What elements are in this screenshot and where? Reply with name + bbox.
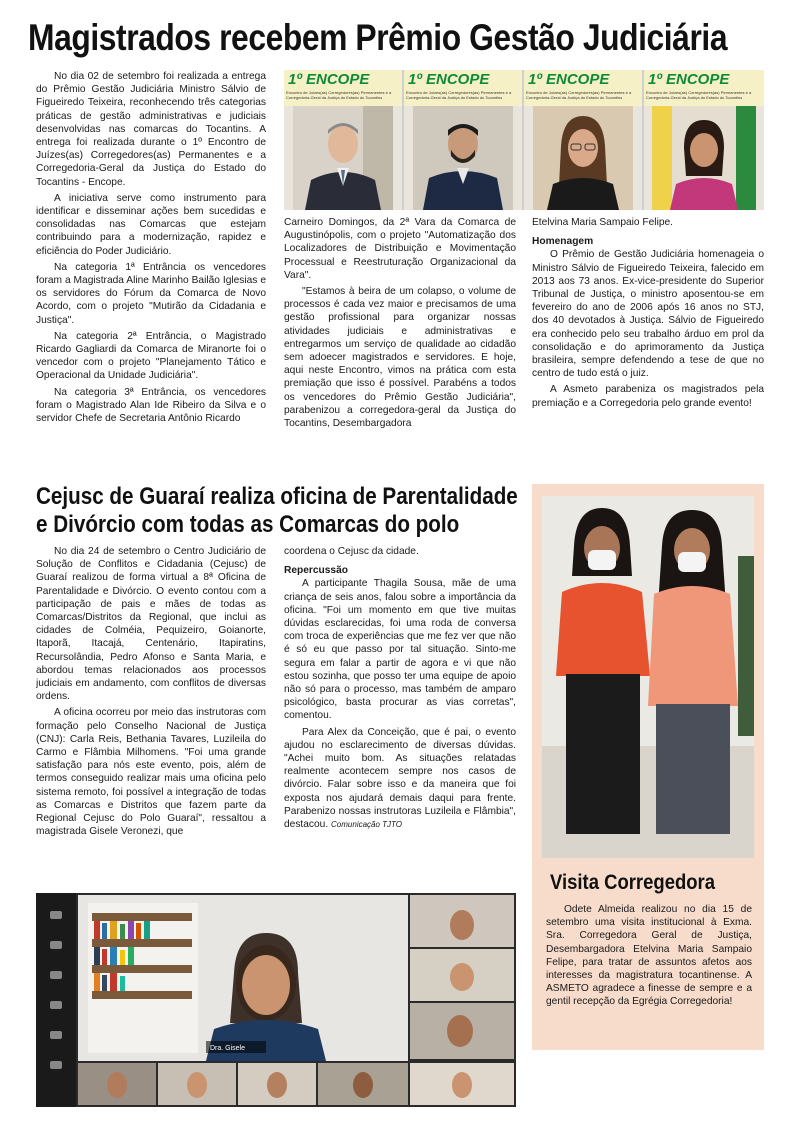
article1-paragraph-continued: Etelvina Maria Sampaio Felipe. [532,217,673,228]
article1-paragraph: Na categoria 3ª Entrância, os vencedores foram o Magistrado Alan Ide Ribeiro da Silva e o servidor Chefe de Secretaria Antônio Ricardo [36,386,266,425]
man-in-suit-figure [293,106,393,210]
video-tile: 1º ENCOPE Encontro de Juízes(as) Corregedores(as) Permanentes e a Corregedoria-Geral da Justiça do Estado do Tocantins [404,70,522,210]
article1-paragraph: A Asmeto parabeniza os magistrados pela premiação e a Corregedoria pelo grande evento! [532,384,764,409]
article2-column-1 [36,545,266,887]
svg-text:Dra. Gisele: Dra. Gisele [210,1045,246,1052]
article1-column-3 [532,216,764,474]
article2-paragraph: A participante Thagila Sousa, mãe de uma criança de seis anos, falou sobre a importância da oficina. "Foi um momento em que tive muitas dúvidas esclarecidas, foi uma roda de conversa com troca de experiências que me fez ver que não é só eu que passo por tal situação. Sinto-me segura em falar a partir de agora e vi que não estou sozinha, que posso ter uma equipe de apoio não só para o processo, mas também de amparo psicológico, basta procurar as vias corretas", comentou. [284,578,516,722]
article-headline-premio: Magistrados recebem Prêmio Gestão Judiciária [28,17,728,58]
article1-column-2 [284,216,516,474]
article1-paragraph-continued: Carneiro Domingos, da 2ª Vara da Comarca de Augustinópolis, com o projeto "Automatização dos Localizadores de Distribuição e Movimentação Processual e Reestruturação Organizacional da Vara". [284,217,516,281]
article1-paragraph: Na categoria 2ª Entrância, o Magistrado Ricardo Gagliardi da Comarca de Miranorte foi o vencedor com o projeto "Planejamento Tático e Operacional da Unidade Judiciária". [36,330,266,382]
article1-subhead: Homenagem [532,236,594,248]
article1-paragraph: Na categoria 1ª Entrância os vencedores foram a Magistrada Aline Marinho Bailão Iglesias e os servidores do Fórum da Comarca de Novo Acordo, com o projeto "Mutirão da Cidadania e Justiça". [36,261,266,326]
article2-subhead: Repercussão [284,565,348,577]
video-tile: 1º ENCOPE Encontro de Juízes(as) Corregedores(as) Permanentes e a Corregedoria-Geral da Justiça do Estado do Tocantins [284,70,402,210]
article1-paragraph: "Estamos à beira de um colapso, o volume de processos é cada vez maior e precisamos de uma gestão profissional para organizar nossas atividades judiciais e administrativas e entregarmos um serviço de qualidade ao cidadão sem adoecer magistrados e servidores. E hoje, aqui neste Encontro, vimos na prática com esta premiação que isso é possível. Parabéns a todos os vencedores do Prêmio Gestão Judiciária", parabenizou a corregedora-geral da Justiça do Tocantins, Desembargadora [284,286,516,430]
woman-with-glasses-figure [533,106,633,210]
online-meeting-screenshot [36,893,516,1107]
article1-paragraph: A iniciativa serve como instrumento para identificar e disseminar ações bem sucedidas e consolidadas nas Comarcas que estejam contribuindo para a modernização, rapidez e eficiência do Poder Judiciário. [36,192,266,257]
article-headline-cejusc [36,483,518,539]
video-tile: 1º ENCOPE Encontro de Juízes(as) Corregedores(as) Permanentes e a Corregedoria-Geral da Justiça do Estado do Tocantins [524,70,642,210]
two-women-photo [542,496,754,858]
woman-with-flags-figure [652,106,756,210]
man-with-beard-figure [413,106,513,210]
article2-paragraph: No dia 24 de setembro o Centro Judiciário de Solução de Conflitos e Cidadania (Cejusc) de Guaraí realizou de forma virtual a 8ª Oficina de Parentalidade e Divórcio. O evento contou com a participação de pais e mães de todas as Comarcas/Distritos da Regional, que inclui as cidades de Colméia, Pequizeiro, Goianorte, Itaporã, Itacajá, Centenário, Itapiratins, Recursolândia, Pedro Afonso e Santa Maria, e abordou temas relacionados aos processos judiciais em andamento, com conflitos de diversas ordens. [36,546,266,703]
article3-paragraph: Odete Almeida realizou no dia 15 de setembro uma visita institucional à Exma. Sra. Corregedora Geral de Justiça, Desembargadora Etelvina Maria Sampaio Felipe, para tratar de assuntos afetos aos interesses da magistratura tocantinense. A ASMETO agradece a finesse de sempre e a gentil recepção da Egrégia Corregedoria! [546,904,752,1008]
photo-credit: Comunicação TJTO [331,820,403,830]
headline-line: e Divórcio com todas as Comarcas do polo [36,511,460,538]
article1-column-1 [36,70,266,474]
article-headline-visita: Visita Corregedora [550,871,716,894]
article2-paragraph-continued: coordena o Cejusc da cidade. [284,546,419,557]
headline-line: Cejusc de Guaraí realiza oficina de Parentalidade [36,483,518,510]
encope-videoconference-photo [284,70,764,210]
article2-paragraph: A oficina ocorreu por meio das instrutoras com formação pelo Conselho Nacional de Justiça (CNJ): Carla Reis, Bethania Tavares, Luzileila do Carmo e Flâmbia Milhomens. "Foi uma grande satisfação para nós este evento, pois, além de termos conseguido realizar mais uma oficina pelo sistema remoto, foi possível a integração de todas as Comarcas e Distritos que fazem parte da Regional Cejusc do Polo Guaraí", ressaltou a magistrada Gisele Veronezi, que [36,707,266,838]
article1-paragraph: No dia 02 de setembro foi realizada a entrega do Prêmio Gestão Judiciária Ministro Sálvio de Figueiredo Teixeira, reconhecendo três categorias práticas de gestão administrativas e judiciais desenvolvidas nas comarcas do Tocantins. A entrega foi realizada durante o 1º Encontro de Juízes(as) Corregedores(as) Permanentes e a Corregedoria-Geral da Justiça do Estado do Tocantins - Encope. [36,71,266,188]
visit-photo [542,496,754,858]
article2-paragraph: Para Alex da Conceição, que é pai, o evento ajudou no esclarecimento de diversas dúvidas. "Achei muito bom. As situações relatadas realmente acontecem sempre nos casos de divórcio. Falar sobre isso e da maneira que foi exposta nos ajudará demais daqui para frente. Parabenizo nossas instrutoras Luzileila e Flâmbia", destacou. Comunicação TJTO [284,726,516,831]
meeting-grid-image [36,893,516,1107]
video-tile: 1º ENCOPE Encontro de Juízes(as) Corregedores(as) Permanentes e a Corregedoria-Geral da Justiça do Estado do Tocantins [644,70,764,210]
article2-column-2 [284,545,516,887]
article3-body [546,903,752,1043]
article1-paragraph: O Prêmio de Gestão Judiciária homenageia o Ministro Sálvio de Figueiredo Teixeira, falecido em 2013 aos 73 anos. Ex-vice-presidente do Superior Tribunal de Justiça, o ministro aposentou-se em fevereiro do ano de 2006 após 16 anos no STJ, dos 40 devotados à Justiça. Sálvio de Figueiredo era conhecido pelo seu trabalho árduo em prol da consolidação e do aprimoramento da Justiça brasileira, sempre defendendo a tese de que no centro de tudo está o juiz. [532,249,764,380]
